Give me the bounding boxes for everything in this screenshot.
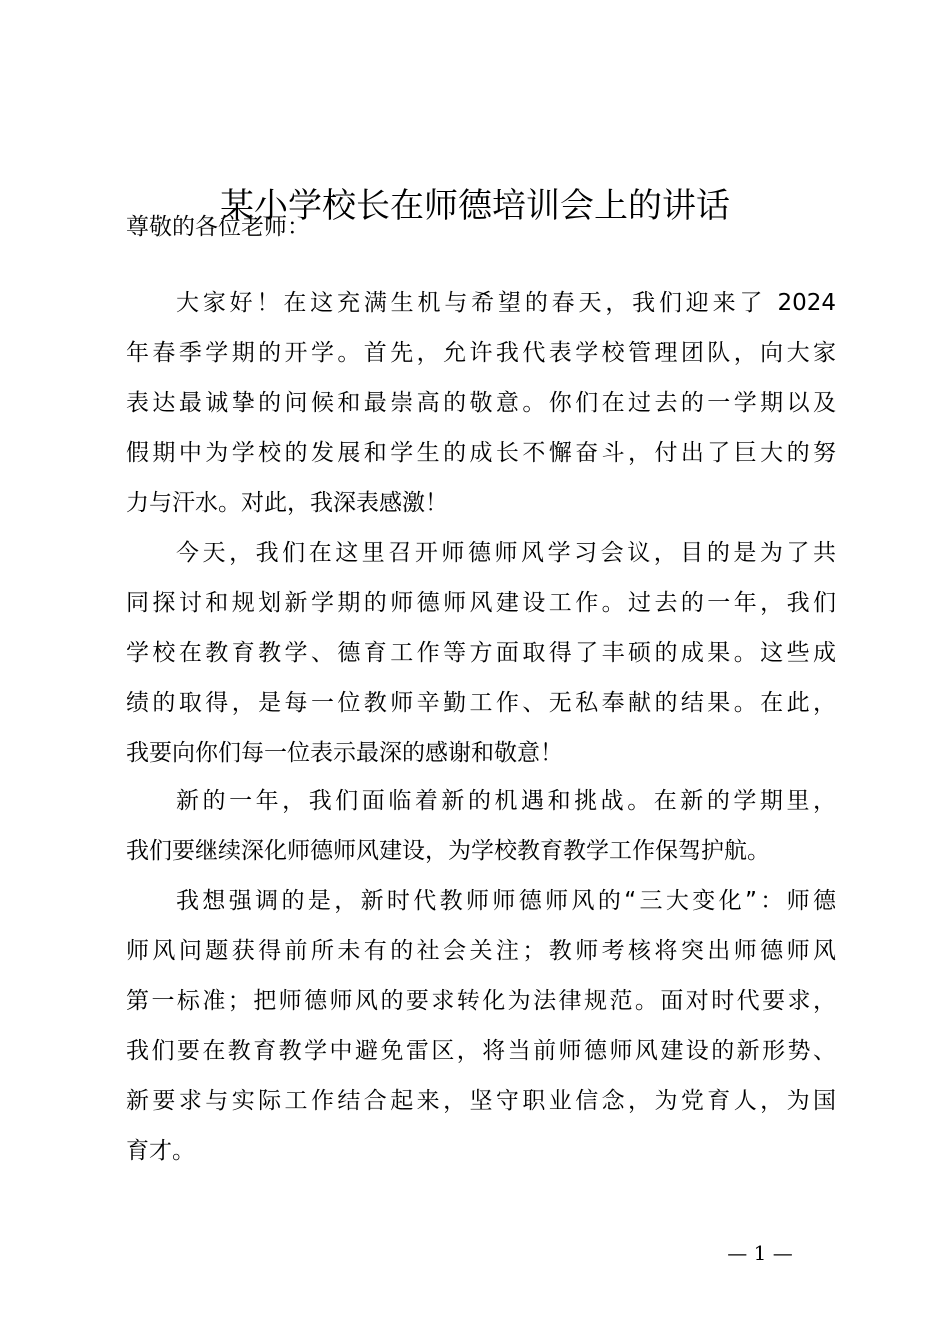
body-line: 表达最诚挚的问候和最崇高的敬意。你们在过去的一学期以及	[126, 390, 836, 416]
body-line: 我要向你们每一位表示最深的感谢和敬意！	[126, 740, 563, 766]
page-number: — 1 —	[727, 1241, 793, 1265]
body-line: 新的一年，我们面临着新的机遇和挑战。在新的学期里，	[176, 788, 836, 814]
body-line: 绩的取得，是每一位教师辛勤工作、无私奉献的结果。在此，	[126, 690, 836, 716]
body-line: 我们要继续深化师德师风建设，为学校教育教学工作保驾护航。	[126, 838, 770, 864]
body-line: 大家好！在这充满生机与希望的春天，我们迎来了 2024	[176, 290, 836, 316]
body-line: 今天，我们在这里召开师德师风学习会议，目的是为了共	[176, 540, 836, 566]
body-line: 年春季学期的开学。首先，允许我代表学校管理团队，向大家	[126, 340, 836, 366]
body-line: 学校在教育教学、德育工作等方面取得了丰硕的成果。这些成	[126, 640, 836, 666]
body-line: 育才。	[126, 1138, 195, 1164]
salutation: 尊敬的各位老师：	[126, 214, 310, 240]
document-title: 某小学校长在师德培训会上的讲话	[220, 186, 730, 226]
body-line: 假期中为学校的发展和学生的成长不懈奋斗，付出了巨大的努	[126, 440, 836, 466]
body-line: 同探讨和规划新学期的师德师风建设工作。过去的一年，我们	[126, 590, 836, 616]
body-line: 师风问题获得前所未有的社会关注；教师考核将突出师德师风	[126, 938, 836, 964]
body-line: 我们要在教育教学中避免雷区，将当前师德师风建设的新形势、	[126, 1038, 836, 1064]
body-line: 我想强调的是，新时代教师师德师风的“三大变化”：师德	[176, 888, 836, 914]
body-line: 第一标准；把师德师风的要求转化为法律规范。面对时代要求，	[126, 988, 836, 1014]
body-line: 力与汗水。对此，我深表感激！	[126, 490, 448, 516]
body-line: 新要求与实际工作结合起来，坚守职业信念，为党育人，为国	[126, 1088, 836, 1114]
